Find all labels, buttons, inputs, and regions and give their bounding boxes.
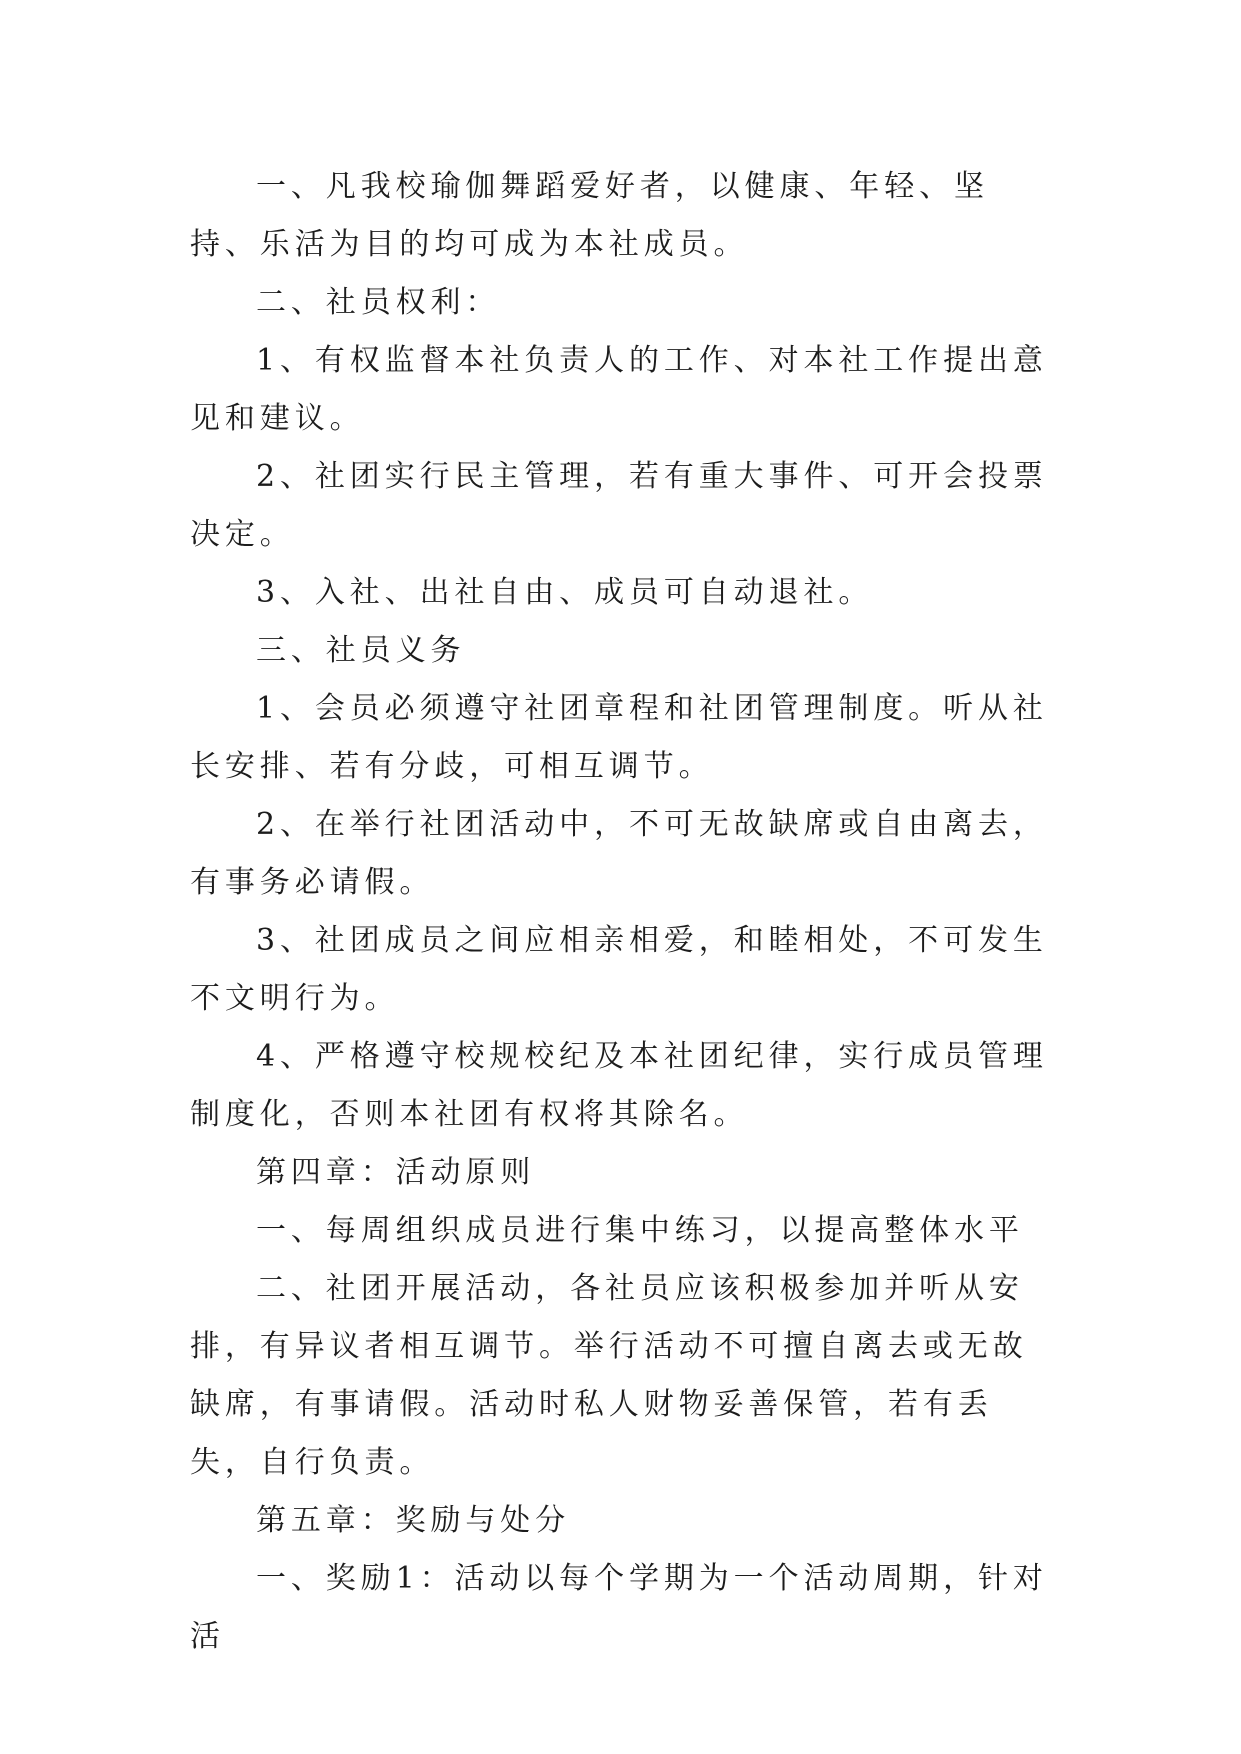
paragraph: 二、社员权利：: [256, 285, 501, 320]
paragraph: 一、奖励1：活动以每个学期为一个活动周期，针对活: [190, 1561, 1048, 1654]
paragraph: 一、每周组织成员进行集中练习，以提高整体水平: [256, 1213, 1024, 1248]
paragraph: 3、社团成员之间应相亲相爱，和睦相处，不可发生不文明行为。: [190, 923, 1048, 1016]
paragraph: 1、有权监督本社负责人的工作、对本社工作提出意见和建议。: [190, 343, 1048, 436]
paragraph: 3、入社、出社自由、成员可自动退社。: [256, 575, 874, 610]
chapter-heading: 第五章：奖励与处分: [256, 1503, 571, 1538]
paragraph: 2、在举行社团活动中，不可无故缺席或自由离去，有事务必请假。: [190, 807, 1048, 900]
paragraph: 二、社团开展活动，各社员应该积极参加并听从安排，有异议者相互调节。举行活动不可擅自离去或无故缺席，有事请假。活动时私人财物妥善保管，若有丢失，自行负责。: [190, 1271, 1028, 1480]
document-body: [190, 158, 1050, 1666]
paragraph: 2、社团实行民主管理，若有重大事件、可开会投票决定。: [190, 459, 1048, 552]
paragraph: 一、凡我校瑜伽舞蹈爱好者，以健康、年轻、坚持、乐活为目的均可成为本社成员。: [190, 169, 989, 262]
paragraph: 1、会员必须遵守社团章程和社团管理制度。听从社长安排、若有分歧，可相互调节。: [190, 691, 1048, 784]
paragraph: 4、严格遵守校规校纪及本社团纪律，实行成员管理制度化，否则本社团有权将其除名。: [190, 1039, 1048, 1132]
chapter-heading: 第四章：活动原则: [256, 1155, 536, 1190]
paragraph: 三、社员义务: [256, 633, 466, 668]
